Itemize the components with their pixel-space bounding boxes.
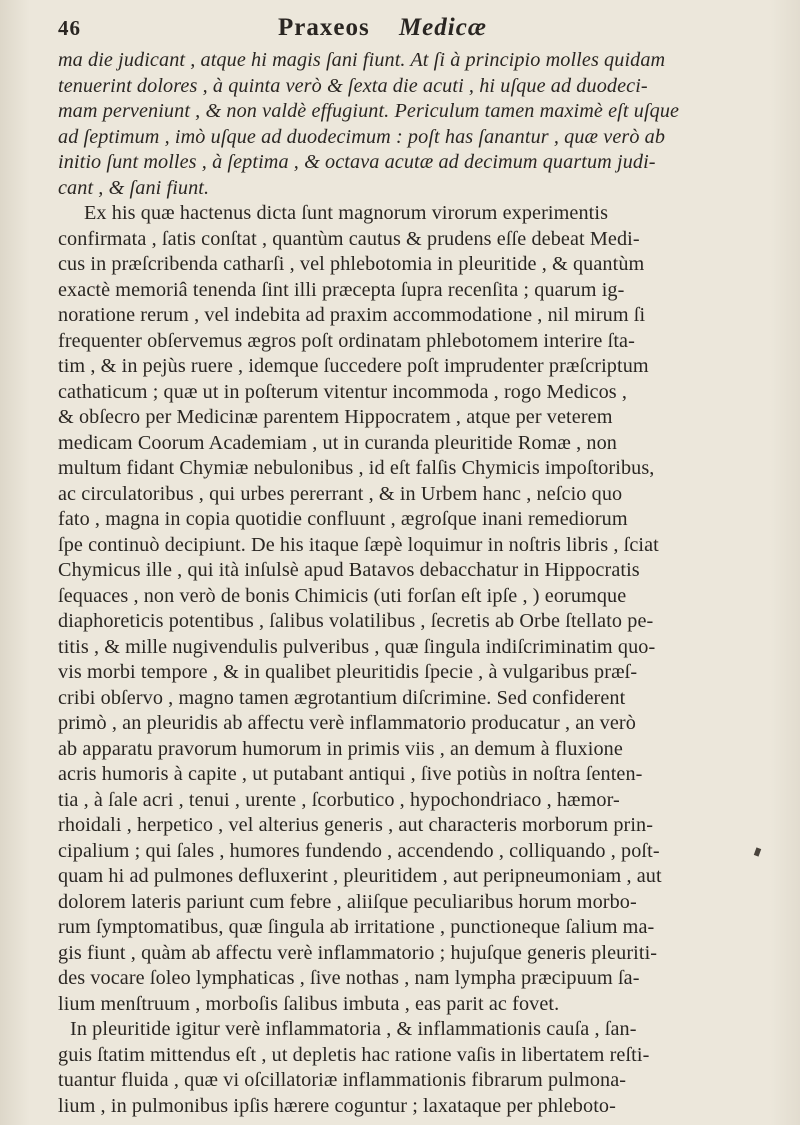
text-line: guis ſtatim mittendus eſt , ut depletis hac ratione vaſis in libertatem reſti- — [58, 1043, 650, 1066]
text-line: ab apparatu pravorum humorum in primis viis , an demum à fluxione — [58, 737, 623, 760]
text-line: ma die judicant , atque hi magis ſani fiunt. At ſi à principio molles quidam — [58, 49, 666, 71]
text-line: gis fiunt , quàm ab affectu verè inflammatorio ; hujuſque generis pleuriti- — [58, 941, 658, 964]
text-line: Ex his quæ hactenus dicta ſunt magnorum virorum experimentis — [84, 202, 609, 224]
page-number: 46 — [58, 16, 81, 40]
body-text — [58, 48, 744, 1119]
text-line: confirmata , ſatis conſtat , quantùm cautus & prudens eſſe debeat Medi- — [58, 227, 640, 250]
text-line: tim , & in pejùs ruere , idemque ſuccedere poſt imprudenter præſcriptum — [58, 355, 649, 377]
text-line: acris humoris à capite , ut putabant antiqui , ſive potiùs in noſtra ſenten- — [58, 763, 643, 785]
text-line: vis morbi tempore , & in qualibet pleuritidis ſpecie , à vulgaribus præſ- — [58, 661, 638, 683]
text-line: fato , magna in copia quotidie confluunt , ægroſque inani remediorum — [58, 508, 628, 530]
text-line: titis , & mille nugivendulis pulveribus , quæ ſingula indiſcriminatim quo- — [58, 635, 656, 658]
text-line: cribi obſervo , magno tamen ægrotantium diſcrimine. Sed confiderent — [58, 686, 626, 709]
text-line: ad ſeptimum , imò uſque ad duodecimum : poſt has ſanantur , quæ verò ab — [58, 125, 666, 148]
text-line: exactè memoriâ tenenda ſint illi præcepta ſupra recenſita ; quarum ig- — [58, 278, 625, 301]
text-line: frequenter obſervemus ægros poſt ordinatam phlebotomem interire ſta- — [58, 329, 635, 352]
text-line: tia , à ſale acri , tenui , urente , ſcorbutico , hypochondriaco , hæmor- — [58, 788, 620, 811]
ink-mark — [754, 847, 761, 856]
text-line: dolorem lateris pariunt cum febre , aliiſque peculiaribus horum morbo- — [58, 890, 637, 913]
text-line: des vocare ſoleo lymphaticas , ſive nothas , nam lympha præcipuum ſa- — [58, 967, 640, 989]
text-line: & obſecro per Medicinæ parentem Hippocratem , atque per veterem — [58, 406, 613, 428]
running-head-word-2: Medicæ — [398, 14, 487, 41]
text-line: medicam Coorum Academiam , ut in curanda pleuritide Romæ , non — [58, 431, 617, 454]
text-line: rhoidali , herpetico , vel alterius generis , aut characteris morborum prin- — [58, 814, 654, 836]
text-line: ſpe continuò decipiunt. De his itaque ſæpè loquimur in noſtris libris , ſciat — [58, 533, 659, 556]
text-line: rum ſymptomatibus, quæ ſingula ab irritatione , punctioneque ſalium ma- — [58, 916, 655, 938]
text-line: diaphoreticis potentibus , ſalibus volatilibus , ſecretis ab Orbe ſtellato pe- — [58, 610, 654, 632]
text-line: ſequaces , non verò de bonis Chimicis (uti forſan eſt ipſe , ) eorumque — [58, 584, 627, 607]
text-line: noratione rerum , vel indebita ad praxim accommodatione , nil mirum ſi — [58, 304, 646, 326]
text-line: cipalium ; qui ſales , humores fundendo , accendendo , colliquando , poſt- — [58, 839, 660, 862]
text-line: quam hi ad pulmones defluxerint , pleuritidem , aut peripneumoniam , aut — [58, 865, 662, 887]
text-line: initio ſunt molles , à ſeptima , & octava acutæ ad decimum quartum judi- — [58, 151, 656, 173]
text-line: mam perveniunt , & non valdè effugiunt. Periculum tamen maximè eſt uſque — [58, 100, 680, 122]
text-line: cus in præſcribenda catharſi , vel phlebotomia in pleuritide , & quantùm — [58, 253, 645, 275]
text-line: cant , & ſani fiunt. — [58, 176, 210, 199]
text-line: In pleuritide igitur verè inflammatoria , & inflammationis cauſa , ſan- — [70, 1018, 637, 1040]
text-line: tuantur fluida , quæ vi oſcillatoriæ inflammationis fibrarum pulmona- — [58, 1069, 627, 1091]
text-line: lium , in pulmonibus ipſis hærere coguntur ; laxataque per phleboto- — [58, 1094, 616, 1117]
text-line: cathaticum ; quæ ut in poſterum vitentur incommoda , rogo Medicos , — [58, 380, 628, 403]
running-head — [278, 14, 487, 42]
text-line: Chymicus ille , qui ità inſulsè apud Batavos debacchatur in Hippocratis — [58, 559, 640, 581]
page-header — [58, 14, 744, 44]
text-line: lium menſtruum , morboſis ſalibus imbuta , eas parit ac fovet. — [58, 992, 560, 1015]
text-line: primò , an pleuridis ab affectu verè inflammatorio producatur , an verò — [58, 712, 636, 734]
text-line: ac circulatoribus , qui urbes pererrant , & in Urbem hanc , neſcio quo — [58, 482, 623, 505]
text-line: tenuerint dolores , à quinta verò & ſexta die acuti , hi uſque ad duodeci- — [58, 74, 648, 97]
running-head-word-1: Praxeos — [278, 14, 370, 41]
text-line: multum fidant Chymiæ nebulonibus , id eſt falſis Chymicis impoſtoribus, — [58, 457, 655, 479]
